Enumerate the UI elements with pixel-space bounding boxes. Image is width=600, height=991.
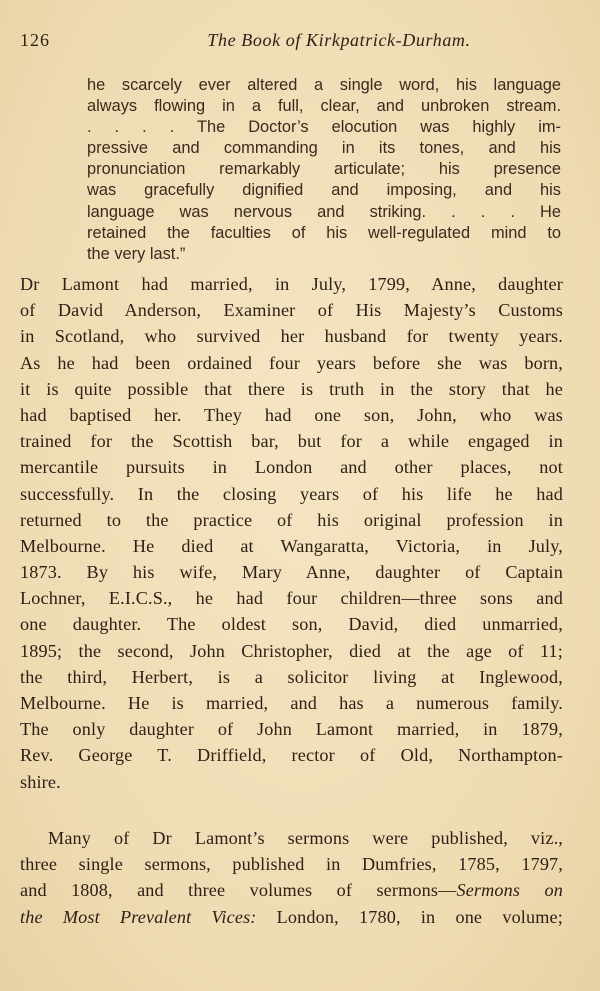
quote-line: was gracefully dignified and imposing, and his — [87, 181, 561, 200]
text-line: shire. — [20, 771, 61, 792]
text-line: Rev. George T. Driffield, rector of Old, Northampton- — [20, 745, 563, 766]
text-line: Lochner, E.I.C.S., he had four children—three sons and — [20, 588, 563, 609]
text-line: mercantile pursuits in London and other places, not — [20, 457, 563, 478]
text-line — [20, 877, 563, 903]
text-line: it is quite possible that there is truth in the story that he — [20, 378, 563, 399]
text-line: three single sermons, published in Dumfries, 1785, 1797, — [20, 854, 563, 875]
text-line: returned to the practice of his original profession in — [20, 509, 563, 530]
page-number: 126 — [20, 30, 50, 50]
quote-line: pressive and commanding in its tones, and his — [87, 139, 561, 158]
text-line: had baptised her. They had one son, John, who was — [20, 404, 563, 425]
quote-line: always flowing in a full, clear, and unbroken stream. — [87, 97, 561, 116]
text-line: one daughter. The oldest son, David, died unmarried, — [20, 614, 563, 635]
text-segment: London, 1780, in one volume; — [256, 906, 563, 927]
quote-line: pronunciation remarkably articulate; his presence — [87, 160, 561, 179]
quote-line: he scarcely ever altered a single word, his language — [87, 76, 561, 94]
paragraph-sermons — [20, 825, 563, 930]
text-segment: and 1808, and three volumes of sermons— — [20, 880, 457, 901]
quote-line: the very last.” — [87, 244, 186, 263]
text-line — [20, 904, 563, 930]
page-header — [20, 30, 566, 56]
text-line: in Scotland, who survived her husband for twenty years. — [20, 326, 563, 347]
italic-title: Sermons on — [456, 880, 563, 901]
text-line: the third, Herbert, is a solicitor living at Inglewood, — [20, 666, 563, 687]
italic-title: the Most Prevalent Vices: — [20, 906, 257, 927]
text-line: Many of Dr Lamont’s sermons were published, viz., — [48, 828, 563, 848]
text-line: successfully. In the closing years of his life he had — [20, 483, 563, 504]
text-line: trained for the Scottish bar, but for a while engaged in — [20, 431, 563, 452]
text-line: of David Anderson, Examiner of His Majesty’s Customs — [20, 300, 563, 321]
running-title: The Book of Kirkpatrick-Durham. — [207, 30, 471, 50]
quote-line: language was nervous and striking. . . . He — [87, 202, 561, 221]
text-line: Melbourne. He is married, and has a numerous family. — [20, 693, 563, 713]
text-line: As he had been ordained four years before she was born, — [20, 352, 563, 373]
block-quote — [87, 75, 561, 265]
text-line: Dr Lamont had married, in July, 1799, Anne, daughter — [20, 274, 563, 294]
text-line: 1873. By his wife, Mary Anne, daughter of Captain — [20, 562, 563, 583]
quote-line: retained the faculties of his well-regulated mind to — [87, 223, 561, 242]
paragraph-lamont-family — [20, 271, 563, 795]
text-line: 1895; the second, John Christopher, died at the age of 11; — [20, 640, 563, 661]
text-line: Melbourne. He died at Wangaratta, Victoria, in July, — [20, 535, 563, 556]
text-line: The only daughter of John Lamont married, in 1879, — [20, 719, 563, 740]
quote-line: . . . . The Doctor’s elocution was highly im- — [87, 118, 561, 137]
